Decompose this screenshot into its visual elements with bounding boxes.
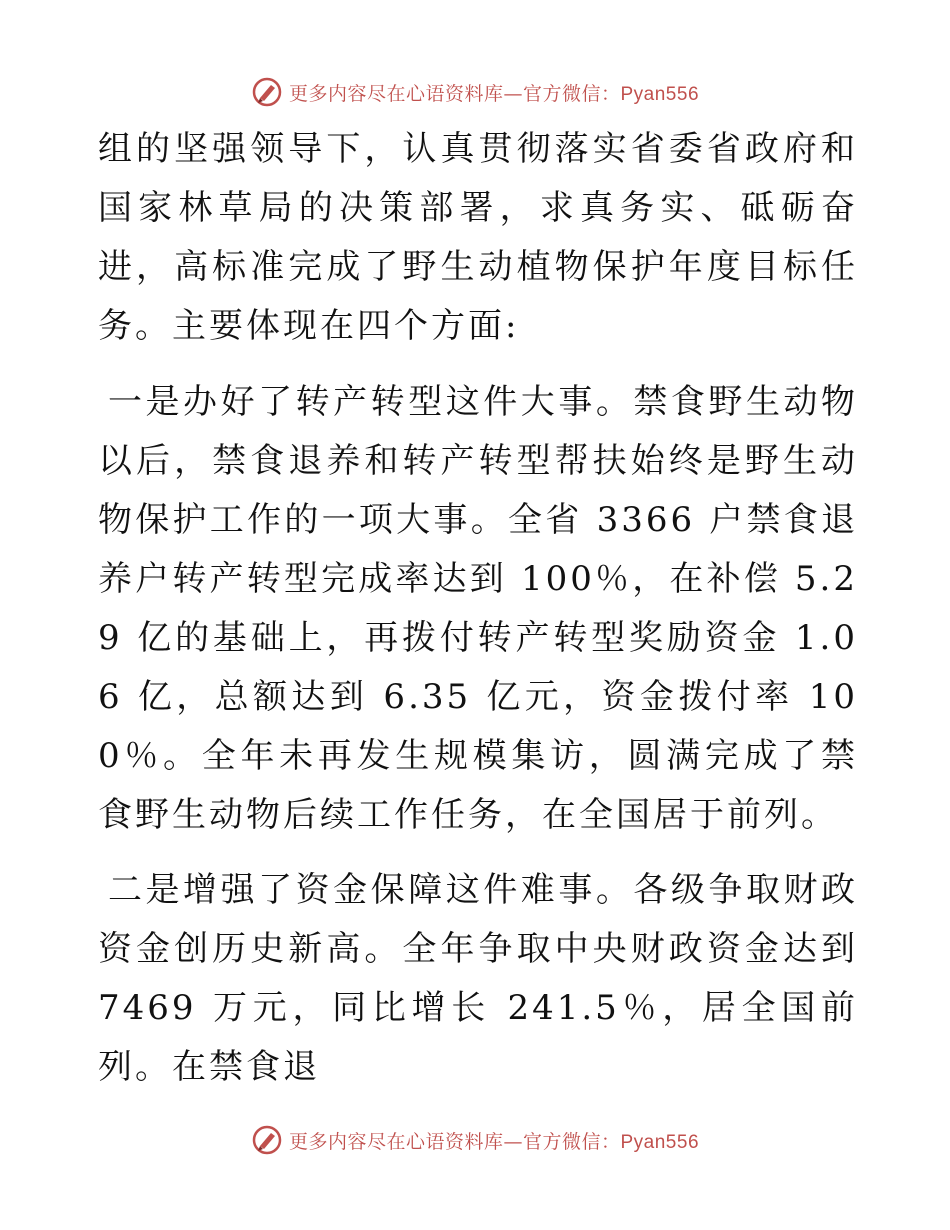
header-watermark [0,72,950,112]
pen-nib-logo-icon [251,1124,283,1156]
pen-nib-logo-icon [251,76,283,108]
paragraph-point-one: 一是办好了转产转型这件大事。禁食野生动物以后，禁食退养和转产转型帮扶始终是野生动物保护工作的一项大事。全省 3366 户禁食退养户转产转型完成率达到 100％，在补偿 5.29 亿的基础上，再拨付转产转型奖励资金 1.06 亿，总额达到 6.35 亿元，资金拨付率 100％。全年未再发生规模集访，圆满完成了禁食野生动物后续工作任务，在全国居于前列。 [98,382,858,835]
watermark-text: 更多内容尽在心语资料库—官方微信： [288,1130,621,1153]
footer-watermark [0,1120,950,1160]
paragraph-point-two: 二是增强了资金保障这件难事。各级争取财政资金创历史新高。全年争取中央财政资金达到 7469 万元，同比增长 241.5％，居全国前列。在禁食退 [98,870,858,1087]
document-body [98,120,858,1097]
watermark-wechat-id: Pyan556 [620,1131,700,1153]
watermark-text: 更多内容尽在心语资料库—官方微信： [288,82,621,105]
paragraph-intro: 组的坚强领导下，认真贯彻落实省委省政府和国家林草局的决策部署，求真务实、砥砺奋进，高标准完成了野生动植物保护年度目标任务。主要体现在四个方面: [98,129,858,346]
watermark-wechat-id: Pyan556 [620,83,700,105]
